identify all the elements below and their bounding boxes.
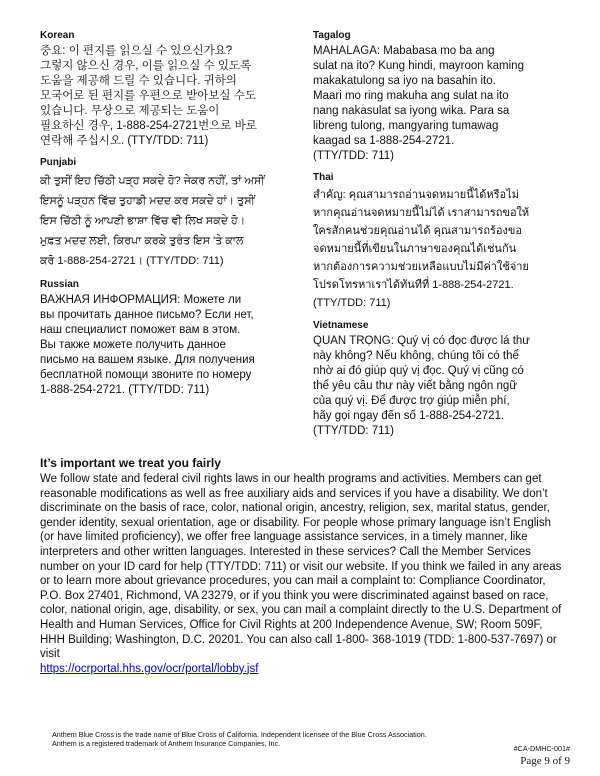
civil-rights-body: We follow state and federal civil rights laws in our health programs and activities. Members can get reasonable modifications as well as free auxiliary aids and services if you have a disability. We don’t discriminate on the basis of race, color, national origin, ancestry, religion, sex, marital status, gender, gender identity, sexual orientation, age or disability. For people whose primary language isn’t English (or have limited proficiency), we offer free language assistance services, in a timely manner, like interpreters and other written languages. Interested in these services? Call the Member Services number on your ID card for help (TTY/TDD: 711) or visit our website. If you think we failed in any areas or to learn more about grievance procedures, you can mail a complaint to: Compliance Coordinator, P.O. Box 27401, Richmond, VA 23279, or if you think you were discriminated against based on race, color, national origin, age, disability, or sex, you can mail a complaint directly to the U.S. Department of Health and Human Services, Office for Civil Rights at 200 Independence Avenue, SW; Room 509F, HHH Building; Washington, D.C. 20201. You can also call 1-800- 368-1019 (TDD: 1-800-537-7697) or visit [40,473,562,661]
civil-rights-section [40,456,568,676]
right-column [313,30,558,447]
russian-section [40,279,285,398]
footer-line-1: Anthem Blue Cross is the trade name of Blue Cross of California. Independent licensee of the Blue Cross Association. [52,730,427,739]
vietnamese-section [313,320,558,439]
thai-body: สำคัญ: คุณสามารถอ่านจดหมายนี้ได้หรือไม่ หากคุณอ่านจดหมายนี้ไม่ได้ เราสามารถขอให้ ใครสักคนช่วยคุณอ่านได้ คุณสามารถร้องขอ จดหมายนี้ที่เขียนในภาษาของคุณได้เช่นกัน หากต้องการความช่วยเหลือแบบไม่มีค่าใช้จ่าย โปรดโทรหาเราได้ทันทีที่ 1-888-254-2721. (TTY/TDD: 711) [313,189,530,309]
page-number: Page 9 of 9 [520,755,570,767]
vietnamese-body: QUAN TRỌNG: Quý vị có đọc được lá thư này không? Nếu không, chúng tôi có thể nhờ ai đó giúp quý vị đọc. Quý vị cũng có thể yêu cầu thư này viết bằng ngôn ngữ của quý vị. Để được trợ giúp miễn phí, hãy gọi ngay đến số 1-888-254-2721. (TTY/TDD: 711) [313,335,531,437]
tagalog-section [313,30,558,164]
russian-title: Russian [40,279,79,290]
korean-title: Korean [40,30,75,41]
punjabi-title: Punjabi [40,157,77,168]
ocr-portal-link[interactable]: https://ocrportal.hhs.gov/ocr/portal/lobby.jsf [40,662,259,675]
vietnamese-title: Vietnamese [313,320,369,331]
russian-body: ВАЖНАЯ ИНФОРМАЦИЯ: Можете ли вы прочитать данное письмо? Если нет, наш специалист поможет вам в этом. Вы также можете получить данное письмо на вашем языке. Для получения бесплатной помощи звоните по номеру 1-888-254-2721. (TTY/TDD: 711) [40,294,255,396]
korean-section [40,30,285,149]
civil-rights-title: It’s important we treat you fairly [40,456,221,470]
punjabi-body: ਕੀ ਤੁਸੀਂ ਇਹ ਚਿੱਠੀ ਪੜ੍ਹ ਸਕਦੇ ਹੋ? ਜੇਕਰ ਨਹੀਂ, ਤਾਂ ਅਸੀਂ ਇਸਨੂੰ ਪੜ੍ਹਨ ਵਿੱਚ ਤੁਹਾਡੀ ਮਦਦ ਕਰ ਸਕਦੇ ਹਾਂ। ਤੁਸੀਂ ਇਸ ਚਿੱਠੀ ਨੂੰ ਆਪਣੀ ਭਾਸ਼ਾ ਵਿੱਚ ਵੀ ਲਿਖ ਸਕਦੇ ਹੋ। ਮੁਫ਼ਤ ਮਦਦ ਲਈ, ਕਿਰਪਾ ਕਰਕੇ ਤੁਰੰਤ ਇਸ 'ਤੇ ਕਾਲ ਕਰੋ 1-888-254-2721। (TTY/TDD: 711) [40,175,265,267]
thai-section [313,172,558,312]
korean-body: 중요: 이 편지를 읽으실 수 있으신가요? 그렇지 않으신 경우, 이를 읽으실 수 있도록 도움을 제공해 드릴 수 있습니다. 귀하의 모국어로 된 편지를 우편으로 받아보실 수도 있습니다. 무상으로 제공되는 도움이 필요하신 경우, 1-888-254-2721번으로 바로 연락해 주십시오. (TTY/TDD: 711) [40,45,257,147]
left-column [40,30,285,406]
footer-line-2: Anthem is a registered trademark of Anthem Insurance Companies, Inc. [52,739,281,748]
document-code: #CA-DMHC-001# [513,744,570,753]
punjabi-section [40,157,285,271]
tagalog-body: MAHALAGA: Mababasa mo ba ang sulat na ito? Kung hindi, mayroon kaming makakatulong sa iyo na basahin ito. Maari mo ring makuha ang sulat na ito nang nakasulat sa iyong wika. Para sa libreng tulong, mangyaring tumawag kaagad sa 1-888-254-2721. (TTY/TDD: 711) [313,45,524,162]
thai-title: Thai [313,172,334,183]
footer [52,730,562,748]
tagalog-title: Tagalog [313,30,351,41]
